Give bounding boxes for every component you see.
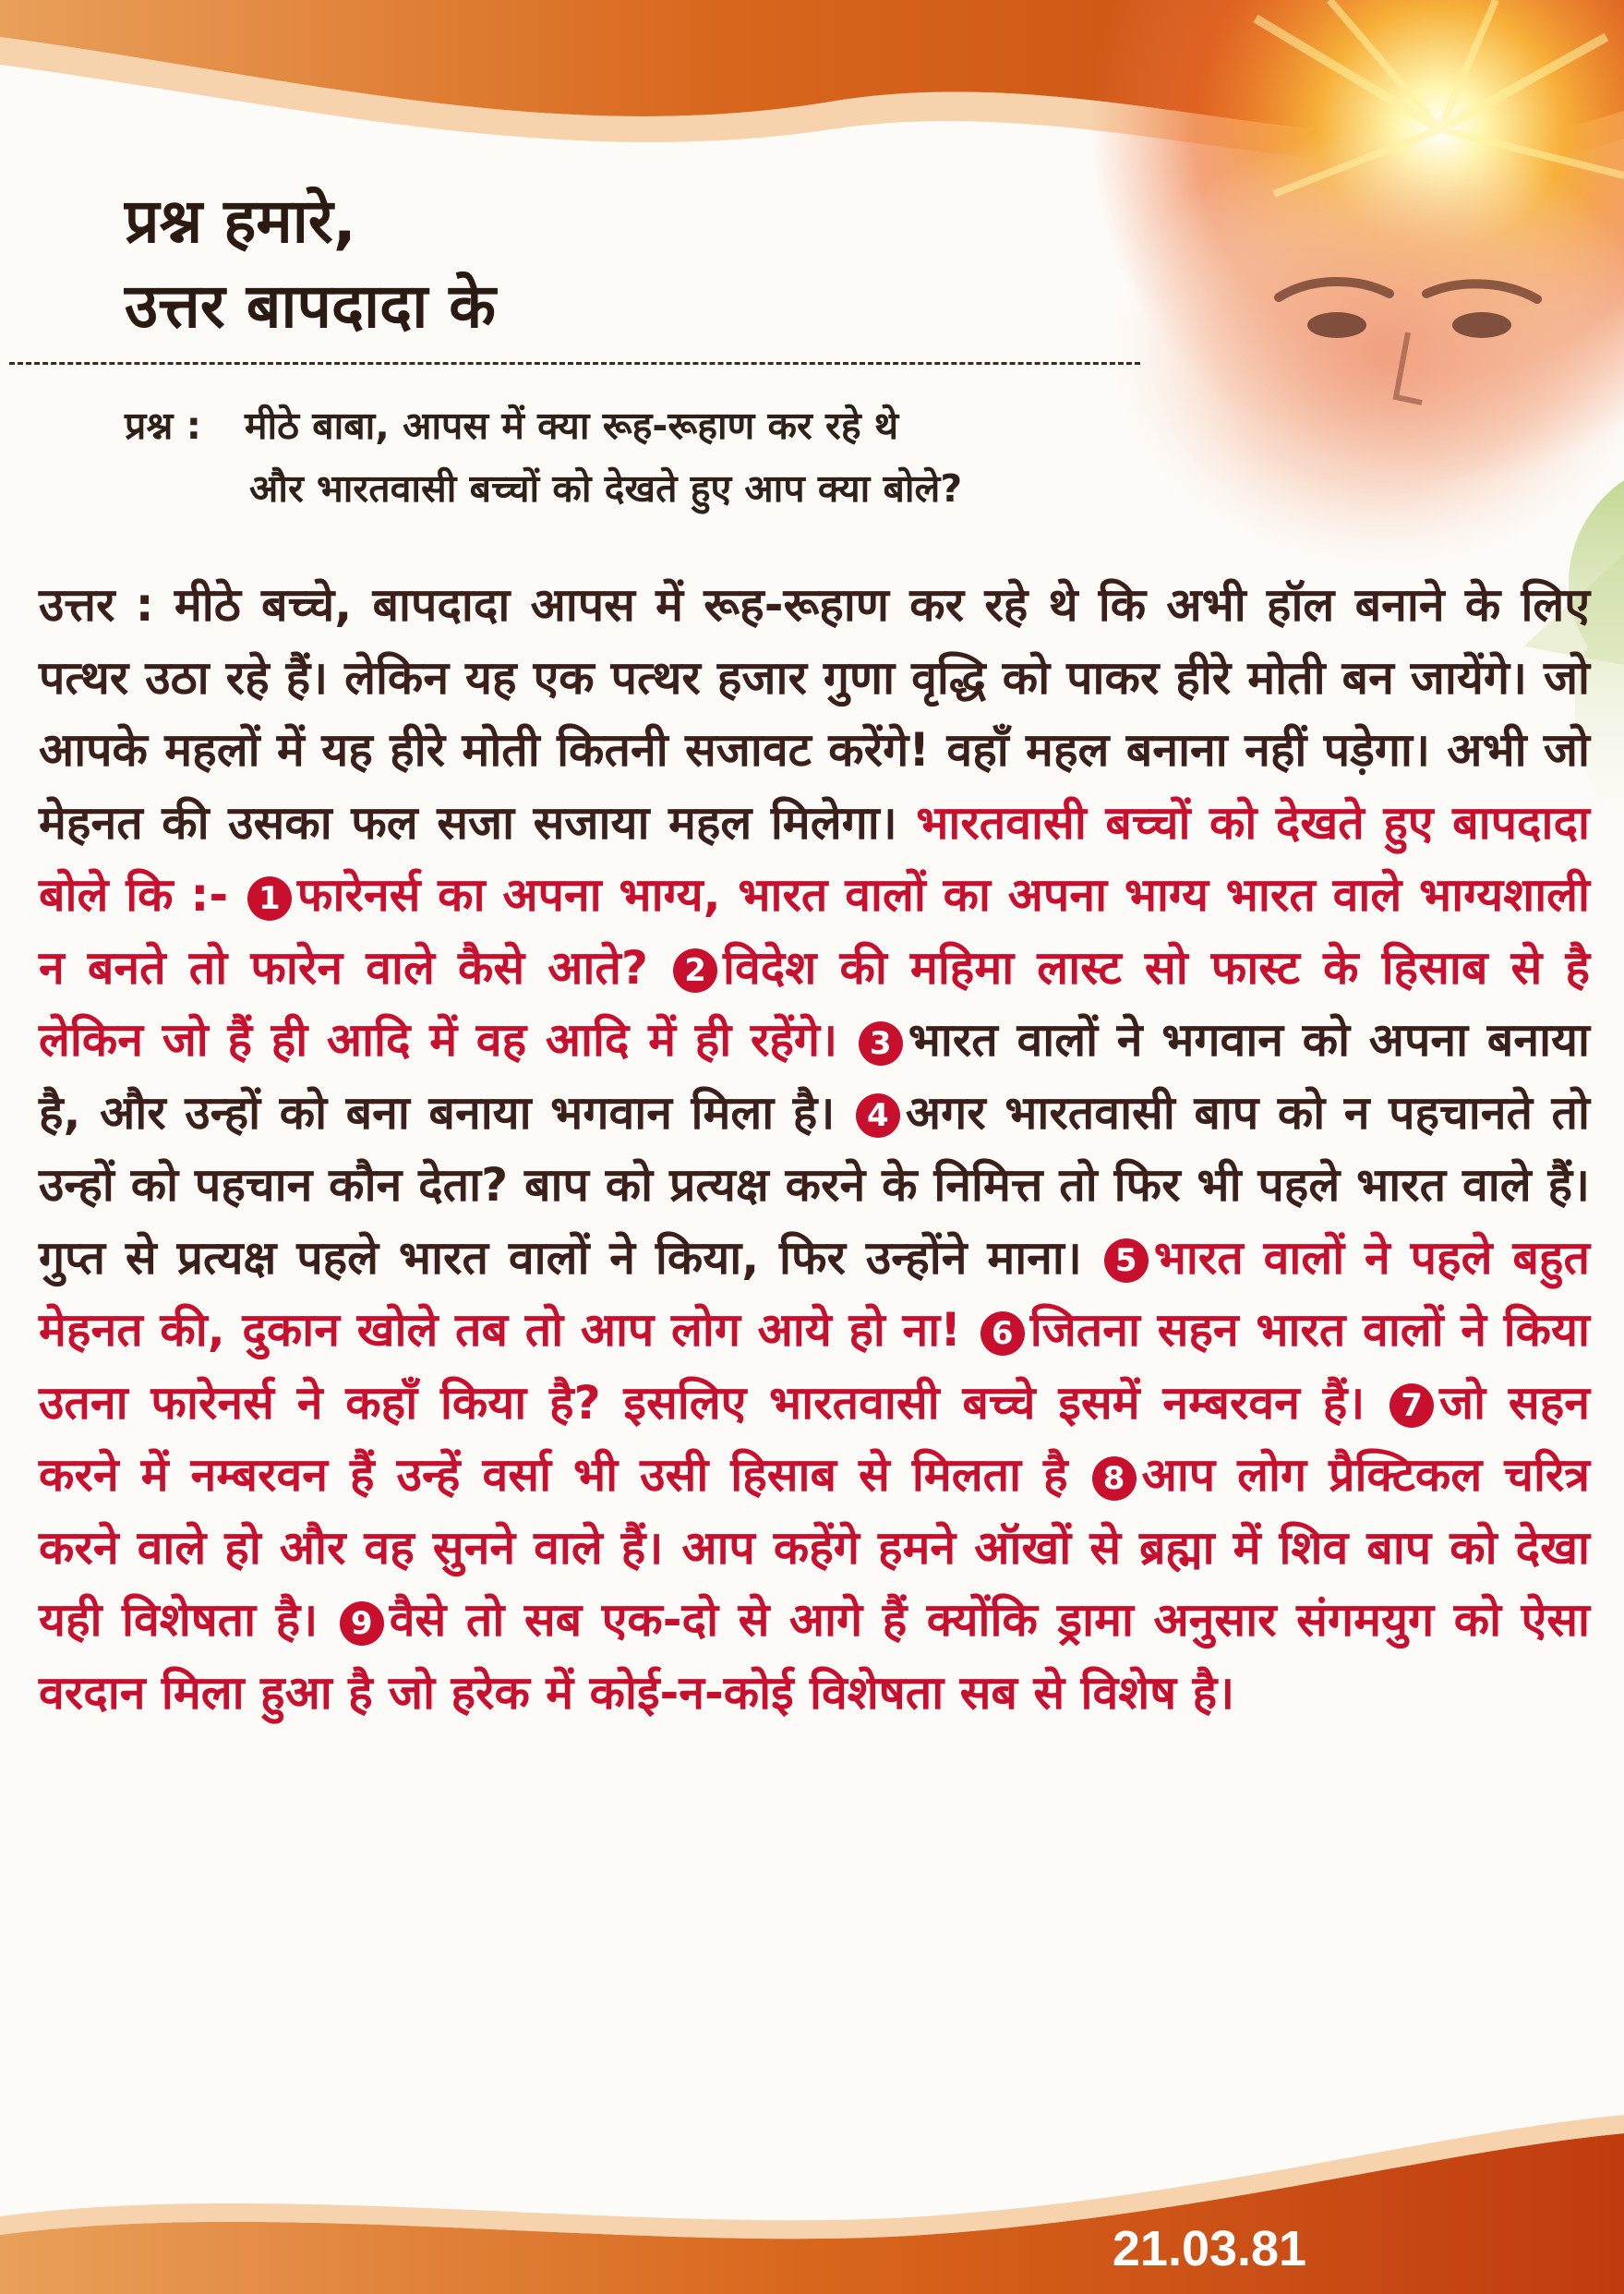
answer-intro: उत्तर : मीठे बच्चे, बापदादा आपस में रूह-रूहाण कर रहे थे कि अभी हॉल बनाने के लिए पत्थर उठा रहे हैं। लेकिन यह एक पत्थर हजार गुणा वृद्धि को पाकर हीरे मोती बन जायेंगे। जो आपके महलों में यह हीरे मोती कितनी सजावट करेंगे! वहाँ महल बनाना नहीं पड़ेगा। अभी जो मेहनत की उसका फल सजा सजाया महल मिलेगा। [39,578,1590,850]
number-badge-7: 7 [1389,1383,1434,1428]
point-6: जितना सहन भारत वालों ने किया उतना फारेनर्स ने कहाँ किया है? इसलिए भारतवासी बच्चे इसमें नम्बरवन हैं। [39,1303,1590,1430]
answer-block [39,569,1590,1729]
number-badge-6: 6 [980,1311,1025,1356]
question-line-2: और भारतवासी बच्चों को देखते हुए आप क्या बोले? [249,466,963,511]
title-line-1: प्रश्न हमारे, [125,186,356,257]
number-badge-2: 2 [673,948,717,993]
point-4: अगर भारतवासी बाप को न पहचानते तो उन्हों को पहचान कौन देता? बाप को प्रत्यक्ष करने के निमित्त तो फिर भी पहले भारत वाले हैं। गुप्त से प्रत्यक्ष पहले भारत वालों ने किया, फिर उन्होंने माना। [39,1085,1590,1285]
question-label: प्रश्न : [125,404,201,448]
point-8: आप लोग प्रैक्टिकल चरित्र करने वाले हो और वह सुनने वाले हैं। आप कहेंगे हमने ऑखों से ब्रह्मा में शिव बाप को देखा यही विशेषता है। [39,1448,1590,1647]
number-badge-5: 5 [1104,1238,1149,1283]
number-badge-9: 9 [340,1601,384,1646]
answer-lead: भारतवासी बच्चों को देखते हुए बापदादा बोले कि :- [39,795,1590,922]
question-block [125,397,1325,517]
point-7: जो सहन करने में नम्बरवन हैं उन्हें वर्सा भी उसी हिसाब से मिलता है [39,1375,1590,1502]
point-2: विदेश की महिमा लास्ट सो फास्ट के हिसाब से है लेकिन जो हैं ही आदि में वह आदि में ही रहेंगे। [39,940,1590,1067]
number-badge-1: 1 [247,876,292,921]
point-9: वैसे तो सब एक-दो से आगे हैं क्योंकि ड्रामा अनुसार संगमयुग को ऐसा वरदान मिला हुआ है जो हरेक में कोई-न-कोई विशेषता सब से विशेष है। [39,1593,1590,1720]
dashed-divider [9,362,1140,365]
title-line-2: उत्तर बापदादा के [125,271,496,342]
point-3: भारत वालों ने भगवान को अपना बनाया है, और उन्हों को बना बनाया भगवान मिला है। [39,1013,1590,1140]
number-badge-4: 4 [856,1093,900,1138]
number-badge-3: 3 [859,1021,903,1066]
number-badge-8: 8 [1092,1456,1137,1501]
date-stamp: 21.03.81 [1112,2221,1307,2276]
question-line-1: मीठे बाबा, आपस में क्या रूह-रूहाण कर रहे थे [245,404,899,448]
point-5: भारत वालों ने पहले बहुत मेहनत की, दुकान खोले तब तो आप लोग आये हो ना! [39,1230,1590,1357]
point-1: फारेनर्स का अपना भाग्य, भारत वालों का अपना भाग्य भारत वाले भाग्यशाली न बनते तो फारेन वाले कैसे आते? [39,868,1590,995]
